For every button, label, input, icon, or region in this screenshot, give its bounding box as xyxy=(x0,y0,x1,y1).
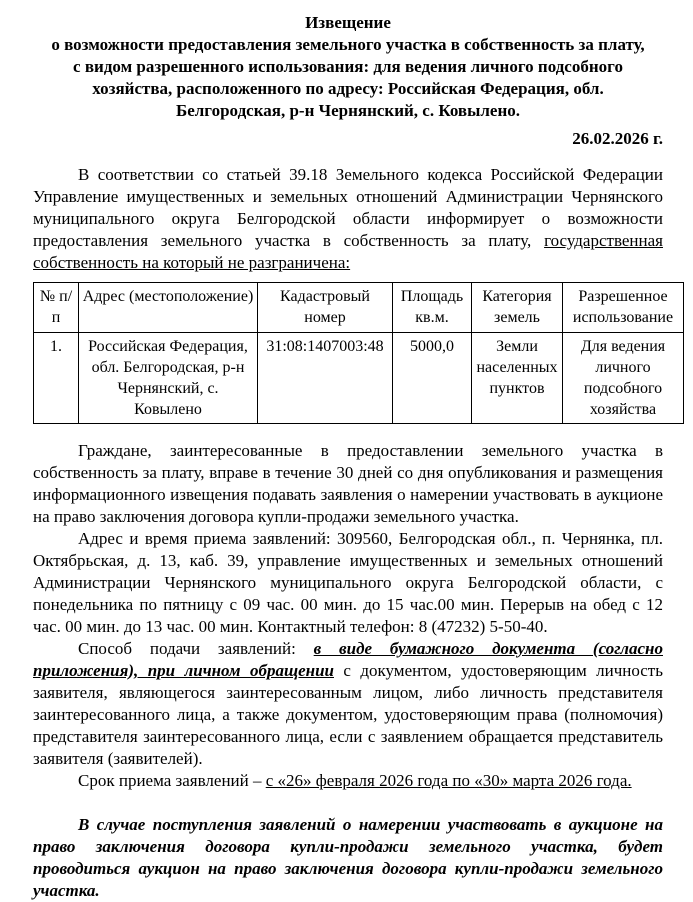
header-area: Площадь кв.м. xyxy=(393,283,472,333)
cell-land-category: Земли населенных пунктов xyxy=(472,333,563,424)
title-line: хозяйства, расположенного по адресу: Российская Федерация, обл. xyxy=(92,79,604,98)
land-plots-table xyxy=(33,282,684,424)
title-line: с видом разрешенного использования: для ведения личного подсобного xyxy=(73,57,623,76)
header-address: Адрес (местоположение) xyxy=(79,283,258,333)
table-row xyxy=(34,333,684,424)
title-line: Белгородская, р-н Чернянский, с. Ковылено. xyxy=(175,101,520,120)
intro-text: В соответствии со статьей 39.18 Земельного кодекса Российской Федерации Управление имущественных и земельных отношений Администрации Чернянского муниципального округа Белгородской области информирует о возможности предоставления земельного участка в собственность за плату, xyxy=(33,165,663,250)
header-land-category: Категория земель xyxy=(472,283,563,333)
deadline-prefix: Срок приема заявлений – xyxy=(78,771,266,790)
header-permitted-use: Разрешенное использование xyxy=(563,283,684,333)
table-header-row xyxy=(34,283,684,333)
cell-num: 1. xyxy=(34,333,79,424)
address-paragraph: Адрес и время приема заявлений: 309560, Белгородская обл., п. Чернянка, пл. Октябрьская, д. 13, каб. 39, управление имущественных и земельных отношений Администрации Чернянского муниципального округа Белгородской области, с понедельника по пятницу с 09 час. 00 мин. до 15 час.00 мин. Перерыв на обед с 12 час. 00 мин. до 13 час. 00 мин. Контактный телефон: 8 (47232) 5-50-40. xyxy=(33,529,663,636)
intro-underlined-clause: государственная собственность на который не разграничена: xyxy=(33,231,663,272)
method-emphasis: в виде бумажного документа (согласно приложения), при личном обращении xyxy=(33,639,663,680)
header-num: № п/п xyxy=(34,283,79,333)
title-line: о возможности предоставления земельного участка в собственность за плату, xyxy=(51,35,645,54)
citizens-paragraph: Граждане, заинтересованные в предоставлении земельного участка в собственность за плату, вправе в течение 30 дней со дня опубликования и размещения информационного извещения подавать заявления о намерении участвовать в аукционе на право заключения договора купли-продажи земельного участка. xyxy=(33,441,663,526)
deadline-period: с «26» февраля 2026 года по «30» марта 2026 года. xyxy=(265,771,632,790)
title-line: Извещение xyxy=(305,13,391,32)
document-date: 26.02.2026 г. xyxy=(572,129,663,148)
deadline-paragraph xyxy=(33,770,663,792)
auction-note-paragraph: В случае поступления заявлений о намерении участвовать в аукционе на право заключения договора купли-продажи земельного участка, будет проводиться аукцион на право заключения договора купли-продажи земельного участка. xyxy=(33,815,663,900)
cell-address: Российская Федерация, обл. Белгородская, р-н Чернянский, с. Ковылено xyxy=(79,333,258,424)
cell-permitted-use: Для ведения личного подсобного хозяйства xyxy=(563,333,684,424)
method-prefix: Способ подачи заявлений: xyxy=(78,639,314,658)
cell-cadastral-number: 31:08:1407003:48 xyxy=(258,333,393,424)
header-cadastral: Кадастровый номер xyxy=(258,283,393,333)
document-title xyxy=(33,12,663,122)
intro-paragraph xyxy=(33,164,663,274)
method-paragraph xyxy=(33,638,663,770)
cell-area: 5000,0 xyxy=(393,333,472,424)
method-suffix: с документом, удостоверяющим личность заявителя, являющегося заинтересованным лицом, либо личность представителя заинтересованного лица, а также документом, удостоверяющим права (полномочия) представителя заинтересованного лица, если с заявлением обращается представитель заявителя (заявителей). xyxy=(33,661,663,768)
